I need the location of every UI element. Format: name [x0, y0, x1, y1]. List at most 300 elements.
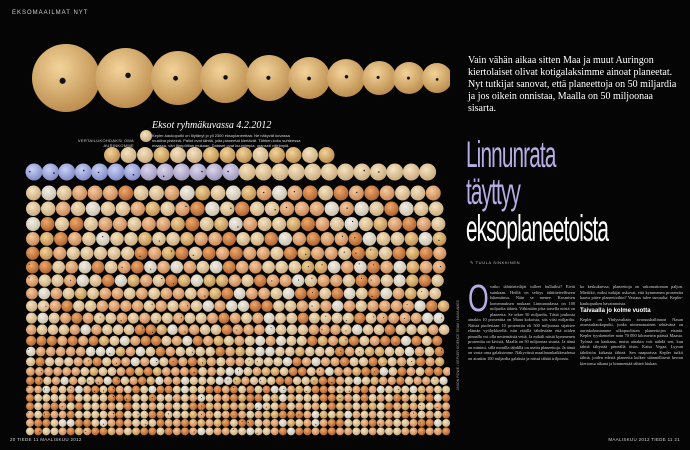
planet-dot	[125, 73, 130, 78]
star-disc	[110, 232, 124, 246]
star-disc	[395, 324, 406, 335]
star-disc	[319, 147, 335, 163]
star-disc	[132, 419, 140, 427]
star-disc	[78, 336, 88, 346]
star-disc	[279, 394, 287, 402]
star-disc	[132, 386, 140, 394]
star-disc	[340, 357, 349, 366]
planet-dot	[204, 296, 205, 297]
planet-dot	[45, 306, 46, 307]
planet-dot	[441, 350, 442, 351]
star-disc	[297, 300, 308, 311]
star-disc	[285, 347, 295, 357]
planet-dot	[118, 379, 119, 380]
star-disc	[325, 367, 334, 376]
star-disc	[146, 324, 157, 335]
star-disc	[288, 261, 301, 274]
star-disc	[276, 377, 284, 385]
star-disc	[429, 201, 444, 216]
star-disc	[385, 324, 396, 335]
star-disc	[332, 300, 343, 311]
body-column-2	[580, 284, 683, 366]
planet-dot	[94, 391, 95, 392]
star-disc	[205, 347, 215, 357]
star-disc	[160, 201, 175, 216]
pen-icon: ✎	[470, 260, 474, 265]
planet-dot	[349, 391, 350, 392]
planet-dot	[181, 317, 182, 318]
planet-dot	[344, 252, 345, 253]
star-disc	[34, 427, 42, 435]
star-disc	[165, 419, 173, 427]
star-disc	[295, 386, 303, 394]
planet-dot	[227, 171, 229, 173]
star-disc	[222, 419, 230, 427]
star-disc	[320, 411, 328, 419]
star-disc	[211, 186, 226, 201]
star-disc	[328, 386, 336, 394]
star-disc	[40, 217, 54, 231]
star-disc	[59, 402, 67, 410]
star-disc	[179, 300, 190, 311]
planet-dot	[257, 361, 258, 362]
star-disc	[213, 336, 223, 346]
star-disc	[398, 367, 407, 376]
planet-dot	[121, 320, 122, 321]
star-disc	[118, 261, 131, 274]
planet-dot	[27, 387, 28, 388]
planet-dot	[152, 304, 153, 305]
star-disc	[148, 288, 160, 300]
star-disc	[318, 336, 328, 346]
star-disc	[245, 357, 254, 366]
star-disc	[235, 357, 244, 366]
intro-lede: Vain vähän aikaa sitten Maa ja muut Auringon kiertolaiset olivat kotigalaksimme ainoat planeetat. Nyt tutkijat sanovat, että planeettoja on 50 miljardia ja jos oikein onnistaa, Maalla on 50 miljoonaa sisarta.	[468, 55, 677, 114]
star-disc	[361, 427, 369, 435]
star-disc	[418, 427, 426, 435]
star-disc	[42, 419, 50, 427]
star-disc	[202, 247, 215, 260]
planet-dot	[298, 280, 299, 281]
planet-dot	[361, 278, 362, 279]
star-disc	[223, 261, 236, 274]
star-disc	[50, 402, 58, 410]
planet-dot	[60, 78, 66, 84]
star-disc	[319, 377, 327, 385]
star-disc	[26, 336, 36, 346]
star-disc	[26, 288, 38, 300]
star-disc	[385, 386, 393, 394]
star-disc	[417, 217, 431, 231]
star-disc	[185, 347, 195, 357]
star-disc	[428, 324, 439, 335]
folio-left: 20 TIEDE 11 MAALISKUU 2012	[10, 437, 82, 442]
star-disc	[287, 217, 301, 231]
star-disc	[127, 217, 141, 231]
planet-dot	[201, 397, 202, 398]
star-disc	[312, 411, 320, 419]
star-disc	[344, 217, 358, 231]
star-disc	[344, 394, 352, 402]
star-disc	[108, 164, 125, 181]
star-disc	[57, 336, 67, 346]
star-disc	[35, 367, 44, 376]
star-disc	[263, 402, 271, 410]
star-disc	[142, 217, 156, 231]
star-disc	[269, 147, 285, 163]
star-disc	[222, 324, 233, 335]
star-disc	[377, 232, 391, 246]
star-disc	[426, 427, 434, 435]
star-disc	[140, 274, 152, 286]
star-disc	[91, 411, 99, 419]
star-disc	[117, 313, 128, 324]
planet-dot	[113, 396, 114, 397]
planet-dot	[298, 414, 299, 415]
star-disc	[399, 313, 410, 324]
star-disc	[71, 367, 80, 376]
star-disc	[59, 394, 67, 402]
star-disc	[162, 367, 171, 376]
star-disc	[89, 367, 98, 376]
star-disc	[157, 261, 170, 274]
planet-dot	[436, 78, 439, 81]
star-disc	[226, 186, 241, 201]
planet-dot	[356, 192, 357, 193]
star-disc	[406, 324, 417, 335]
star-disc	[105, 261, 118, 274]
star-disc	[280, 201, 295, 216]
star-disc	[67, 419, 75, 427]
planet-dot	[89, 380, 90, 381]
star-disc	[246, 419, 254, 427]
star-disc	[220, 147, 236, 163]
star-disc	[320, 427, 328, 435]
star-disc	[378, 357, 387, 366]
planet-dot	[168, 413, 169, 414]
star-disc	[144, 261, 157, 274]
star-disc	[130, 201, 145, 216]
star-disc	[157, 394, 165, 402]
star-disc	[191, 300, 202, 311]
star-disc	[78, 261, 91, 274]
star-disc	[26, 357, 35, 366]
star-disc	[117, 367, 126, 376]
star-disc	[189, 247, 202, 260]
planet-dot	[271, 280, 272, 281]
star-disc	[189, 367, 198, 376]
star-disc	[336, 402, 344, 410]
star-disc	[53, 367, 62, 376]
star-disc	[303, 394, 311, 402]
star-disc	[26, 402, 34, 410]
star-disc	[210, 261, 223, 274]
star-disc	[50, 300, 61, 311]
star-disc	[307, 336, 317, 346]
star-disc	[271, 402, 279, 410]
planet-dot	[145, 424, 146, 425]
star-disc	[405, 288, 417, 300]
star-disc	[275, 261, 288, 274]
star-disc	[170, 147, 186, 163]
star-disc	[368, 274, 380, 286]
planet-dot	[440, 266, 441, 267]
star-disc	[328, 419, 336, 427]
star-disc	[155, 300, 166, 311]
star-disc	[155, 377, 163, 385]
star-disc	[113, 217, 127, 231]
folio-right: MAALISKUU 2012 TIEDE 11 21	[608, 437, 680, 442]
star-disc	[226, 300, 237, 311]
star-disc	[335, 347, 345, 357]
star-disc	[434, 394, 442, 402]
star-disc	[132, 394, 140, 402]
star-disc	[283, 288, 295, 300]
star-disc	[417, 288, 429, 300]
star-disc	[116, 411, 124, 419]
star-disc	[255, 164, 272, 181]
star-disc	[151, 336, 161, 346]
star-disc	[279, 402, 287, 410]
star-disc	[305, 274, 317, 286]
star-disc	[103, 377, 111, 385]
star-disc	[271, 419, 279, 427]
star-disc	[172, 336, 182, 346]
star-disc	[312, 386, 320, 394]
star-disc	[393, 288, 405, 300]
star-disc	[203, 147, 219, 163]
planet-dot	[235, 380, 236, 381]
star-disc	[263, 419, 271, 427]
star-disc	[275, 313, 286, 324]
star-disc	[71, 201, 86, 216]
star-disc	[156, 217, 170, 231]
planet-dot	[28, 349, 29, 350]
star-disc	[418, 394, 426, 402]
star-disc	[442, 402, 450, 410]
star-disc	[245, 336, 255, 346]
star-disc	[50, 386, 58, 394]
star-disc	[112, 357, 121, 366]
star-disc	[181, 411, 189, 419]
star-disc	[234, 288, 246, 300]
planet-dot	[152, 332, 153, 333]
star-disc	[60, 377, 68, 385]
star-disc	[254, 402, 262, 410]
planet-dot	[398, 389, 399, 390]
star-disc	[393, 419, 401, 427]
star-disc	[431, 377, 439, 385]
star-disc	[265, 347, 275, 357]
star-disc	[88, 186, 103, 201]
star-disc	[148, 247, 161, 260]
planet-dot	[346, 208, 347, 209]
star-disc	[246, 386, 254, 394]
star-disc	[101, 201, 116, 216]
star-disc	[243, 217, 257, 231]
planet-dot	[227, 380, 228, 381]
star-disc	[175, 201, 190, 216]
star-disc	[222, 402, 230, 410]
star-disc	[225, 347, 235, 357]
star-disc	[353, 377, 361, 385]
planet-dot	[354, 237, 355, 238]
star-disc	[116, 347, 126, 357]
star-disc	[241, 186, 256, 201]
star-disc	[420, 247, 433, 260]
star-disc	[355, 274, 367, 286]
star-disc	[26, 419, 34, 427]
star-disc	[207, 313, 218, 324]
star-disc	[279, 386, 287, 394]
star-disc	[55, 357, 64, 366]
star-disc	[67, 411, 75, 419]
star-disc	[230, 386, 238, 394]
star-disc	[26, 411, 34, 419]
star-disc	[116, 402, 124, 410]
star-disc	[185, 288, 197, 300]
star-disc	[246, 402, 254, 410]
star-disc	[140, 130, 152, 142]
star-disc	[426, 411, 434, 419]
star-disc	[320, 313, 331, 324]
star-disc	[302, 377, 310, 385]
star-disc	[26, 347, 36, 357]
star-disc	[419, 164, 436, 181]
planet-dot	[308, 266, 309, 267]
star-disc	[135, 247, 148, 260]
planet-dot	[139, 256, 140, 257]
star-disc	[108, 419, 116, 427]
star-disc	[328, 427, 336, 435]
star-disc	[434, 419, 442, 427]
star-disc	[379, 367, 388, 376]
star-disc	[283, 357, 292, 366]
star-disc	[103, 186, 118, 201]
star-disc	[229, 274, 241, 286]
star-disc	[112, 377, 120, 385]
planet-dot	[345, 75, 348, 78]
planet-dot	[194, 431, 195, 432]
star-disc	[254, 427, 262, 435]
star-disc	[96, 48, 156, 108]
star-disc	[165, 347, 175, 357]
star-disc	[144, 367, 153, 376]
star-disc	[246, 288, 258, 300]
planet-dot	[325, 316, 326, 317]
star-disc	[157, 386, 165, 394]
star-disc	[295, 347, 305, 357]
star-disc	[321, 164, 338, 181]
star-disc	[239, 164, 256, 181]
planet-dot	[286, 207, 287, 208]
planet-dot	[383, 317, 384, 318]
planet-dot	[159, 240, 160, 241]
star-disc	[197, 427, 205, 435]
star-disc	[328, 336, 338, 346]
star-disc	[284, 247, 297, 260]
star-disc	[108, 411, 116, 419]
star-disc	[224, 336, 234, 346]
star-disc	[197, 261, 210, 274]
star-disc	[271, 394, 279, 402]
planet-dot	[263, 192, 264, 193]
star-disc	[34, 402, 42, 410]
planet-dot	[39, 431, 40, 432]
star-disc	[173, 386, 181, 394]
star-disc	[370, 336, 380, 346]
star-disc	[59, 324, 70, 335]
star-disc	[422, 336, 432, 346]
star-disc	[197, 419, 205, 427]
star-disc	[195, 347, 205, 357]
star-disc	[52, 377, 60, 385]
planet-dot	[372, 296, 373, 297]
star-disc	[45, 357, 54, 366]
planet-dot	[260, 380, 261, 381]
star-disc	[173, 313, 184, 324]
headline-line-1: Linnunrata	[466, 134, 556, 175]
star-disc	[263, 394, 271, 402]
star-disc	[272, 164, 289, 181]
star-disc	[236, 232, 250, 246]
star-disc	[292, 357, 301, 366]
star-disc	[116, 386, 124, 394]
star-disc	[206, 164, 223, 181]
star-disc	[87, 288, 99, 300]
planet-dot	[103, 390, 104, 391]
star-disc	[34, 411, 42, 419]
star-disc	[320, 394, 328, 402]
star-disc	[334, 186, 349, 201]
star-disc	[426, 300, 437, 311]
star-disc	[388, 217, 402, 231]
star-disc	[379, 247, 392, 260]
star-disc	[108, 300, 119, 311]
star-disc	[161, 336, 171, 346]
star-disc	[367, 261, 380, 274]
star-disc	[325, 247, 338, 260]
star-disc	[406, 261, 419, 274]
star-disc	[34, 419, 42, 427]
star-disc	[235, 347, 245, 357]
star-disc	[233, 377, 241, 385]
star-disc	[425, 367, 434, 376]
planet-dot	[100, 317, 101, 318]
star-disc	[77, 274, 89, 286]
star-disc	[187, 147, 203, 163]
star-disc	[264, 232, 278, 246]
photo-credit: JASON ROWE / KEPLER SCIENCE TEAM / NASA AMES	[456, 300, 460, 391]
star-disc	[222, 232, 236, 246]
star-disc	[214, 427, 222, 435]
star-disc	[26, 261, 39, 274]
star-disc	[344, 427, 352, 435]
star-disc	[191, 274, 203, 286]
star-disc	[140, 394, 148, 402]
star-disc	[420, 261, 433, 274]
star-disc	[305, 347, 315, 357]
star-disc	[292, 232, 306, 246]
star-disc	[203, 300, 214, 311]
planet-dot	[41, 371, 42, 372]
star-disc	[245, 347, 255, 357]
star-disc	[439, 324, 450, 335]
star-disc	[195, 186, 210, 201]
star-disc	[393, 274, 405, 286]
star-disc	[97, 300, 108, 311]
planet-dot	[373, 316, 374, 317]
